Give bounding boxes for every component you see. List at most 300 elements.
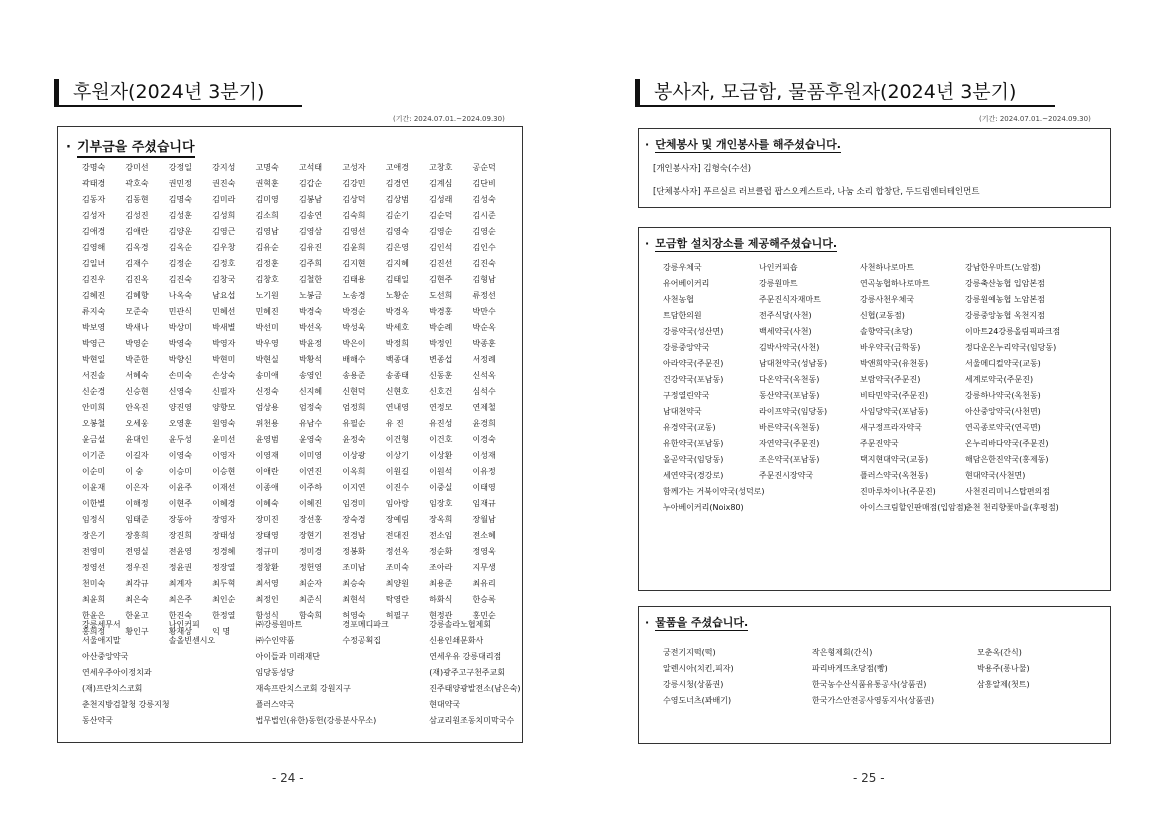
donation-box-location: 강릉하나약국(옥천동) <box>965 391 1041 400</box>
donation-box-location: 동산약국(포남동) <box>759 391 820 400</box>
donor-name: 도선희 <box>429 291 453 300</box>
donation-box-location: 비타민약국(주문진) <box>860 391 929 400</box>
donor-name: 김진우 <box>82 275 106 284</box>
donor-name: 신석옥 <box>472 371 496 380</box>
bullet: · <box>645 616 650 629</box>
donor-name: 임아랑 <box>385 499 409 508</box>
goods-grid <box>663 645 1103 709</box>
donor-name: 김정순 <box>168 259 192 268</box>
individual-volunteers: [개인봉사자] 김형숙(수선) <box>653 164 752 174</box>
donor-name: 엄상용 <box>255 403 279 412</box>
donation-box-location: 전주식당(사천) <box>759 311 812 320</box>
donation-box-location: 건강약국(포남동) <box>663 375 724 384</box>
donor-name: 이진수 <box>385 483 409 492</box>
donor-name: 박은이 <box>342 339 366 348</box>
donor-name: 장태성 <box>212 531 236 540</box>
goods-donor: 한국가스안전공사영동지사(상품권) <box>812 696 935 705</box>
donation-box-location <box>759 484 860 500</box>
donor-name: 김현주 <box>429 275 453 284</box>
donor-name: 정창환 <box>255 563 279 572</box>
donor-name: 백종대 <box>385 355 409 364</box>
donation-box-grid <box>663 260 1103 516</box>
donor-name: 정미경 <box>298 547 323 556</box>
donor-name: 최준식 <box>298 595 323 604</box>
donor-org: 서울애지말 <box>82 636 121 645</box>
donor-name: 전윤영 <box>168 547 192 556</box>
goods-donor: 수영도너츠(꽈배기) <box>663 696 732 705</box>
donor-name: 김경연 <box>385 179 409 188</box>
donor-name: 안미희 <box>82 403 106 412</box>
donor-org <box>169 713 256 729</box>
donor-name: 최양원 <box>385 579 409 588</box>
donation-box-location: 강릉원예농협 노암본점 <box>965 295 1045 304</box>
goods-box <box>638 606 1111 744</box>
donation-box-location: 백세약국(사천) <box>759 327 812 336</box>
donor-name: 장태영 <box>255 531 279 540</box>
donor-name: 김은영 <box>385 243 409 252</box>
donor-name: 박세호 <box>385 323 409 332</box>
donor-name: 최각규 <box>125 579 149 588</box>
donor-name: 이성재 <box>472 451 496 460</box>
donor-name: 김인석 <box>429 243 453 252</box>
donation-box-locations <box>638 227 1111 591</box>
donor-name: 박상미 <box>168 323 192 332</box>
donation-box-location: 이마트24강릉올림픽파크점 <box>965 327 1061 336</box>
donor-names-grid <box>82 160 516 640</box>
donor-name: 김단비 <box>472 179 496 188</box>
donor-org <box>169 649 256 665</box>
donor-name: 함숙희 <box>298 611 323 620</box>
donor-name: 오봉철 <box>82 419 106 428</box>
donation-box-location: 올곧약국(임당동) <box>663 455 724 464</box>
donor-name: 허필구 <box>385 611 409 620</box>
donor-name: 이길자 <box>125 451 149 460</box>
donor-org: 임당동성당 <box>255 668 295 677</box>
donor-org: (재)광주고구천주교회 <box>429 668 505 677</box>
donation-box-location: 남대천약국(성남동) <box>759 359 828 368</box>
donor-name: 김창호 <box>255 275 279 284</box>
donor-name: 이영자 <box>212 451 236 460</box>
donor-name: 박순례 <box>429 323 453 332</box>
donor-name: 한정열 <box>212 611 236 620</box>
donor-name: 이혜진 <box>298 499 323 508</box>
donor-name: 나옥숙 <box>168 291 192 300</box>
donor-name: 신정숙 <box>255 387 279 396</box>
donor-name: 김일녀 <box>82 259 106 268</box>
donation-box-location: 사천농협 <box>663 295 694 304</box>
donor-name: 박준한 <box>125 355 149 364</box>
donor-name: 원영숙 <box>212 419 236 428</box>
donor-name: 김태용 <box>342 275 366 284</box>
donor-org: 플러스약국 <box>255 700 295 709</box>
goods-donor: 궁전기지떡(떡) <box>663 648 716 657</box>
donor-name: 최두혁 <box>212 579 236 588</box>
donor-name: 한윤고 <box>125 611 149 620</box>
donor-name: 천미숙 <box>82 579 106 588</box>
donor-name: 정장열 <box>212 563 236 572</box>
donor-name: 곽태경 <box>82 179 106 188</box>
donation-box-location: 바른약국(옥천동) <box>759 423 820 432</box>
donor-name: 김순기 <box>385 211 409 220</box>
donation-box-location: 아산중앙약국(사천면) <box>965 407 1041 416</box>
donor-name: 김형남 <box>472 275 496 284</box>
left-period: (기간: 2024.07.01.~2024.09.30) <box>393 115 505 123</box>
donor-name: 오영훈 <box>168 419 192 428</box>
donor-name: 위천용 <box>255 419 279 428</box>
right-period: (기간: 2024.07.01.~2024.09.30) <box>979 115 1091 123</box>
donor-name: 고창호 <box>429 163 453 172</box>
donor-name: 박영자 <box>212 339 236 348</box>
donation-box-location: 바우약국(금학동) <box>860 343 921 352</box>
donor-name: 정규미 <box>255 547 279 556</box>
donor-org: 연세우주아이정치과 <box>82 668 152 677</box>
donor-org: 신용인쇄문화사 <box>429 636 484 645</box>
donor-name: 김영숙 <box>385 227 409 236</box>
donor-name: 이한별 <box>82 499 106 508</box>
right-heading: 봉사자, 모금함, 물품후원자(2024년 3분기) <box>635 79 1055 107</box>
donor-name: 이혜경 <box>212 499 236 508</box>
donor-name: 민혜진 <box>255 307 279 316</box>
donor-name: 박순옥 <box>472 323 496 332</box>
donor-name: 정영선 <box>82 563 106 572</box>
donor-name: 연제철 <box>472 403 496 412</box>
goods-donor: 알렌시아(치킨,피자) <box>663 664 734 673</box>
donation-box-location: 자연약국(주문진) <box>759 439 820 448</box>
donor-name: 김옥경 <box>125 243 149 252</box>
donor-name: 김주희 <box>298 259 323 268</box>
donor-name: 박황석 <box>298 355 323 364</box>
donor-name: 강미선 <box>125 163 149 172</box>
donor-name: 이미영 <box>298 451 323 460</box>
donation-box-location: 아라약국(주문진) <box>663 359 724 368</box>
donor-name: 김철한 <box>298 275 323 284</box>
donation-box-location <box>759 500 860 516</box>
donor-org: 연세우유 강릉대리점 <box>429 652 502 661</box>
donor-name: 이승미 <box>168 467 192 476</box>
donor-name: 엄정숙 <box>298 403 323 412</box>
donor-name: 강지성 <box>212 163 236 172</box>
donor-name: 정헌영 <box>298 563 323 572</box>
donor-name: 김계심 <box>429 179 453 188</box>
donor-name: 임경미 <box>342 499 366 508</box>
donor-name: 최승숙 <box>342 579 366 588</box>
donor-org: (재)프란치스코회 <box>82 684 143 693</box>
donor-name: 박경홍 <box>429 307 453 316</box>
goods-donor: 작은형제회(간식) <box>812 648 873 657</box>
donation-box-location: 다온약국(옥천동) <box>759 375 820 384</box>
donation-box-location: 유어베이커리 <box>663 279 710 288</box>
donor-name: 장예림 <box>385 515 409 524</box>
donor-name: 김윤희 <box>342 243 366 252</box>
donor-name: 신현덕 <box>342 387 366 396</box>
donor-name: 손상숙 <box>212 371 236 380</box>
donor-name: 김성래 <box>429 195 453 204</box>
donor-name: 신순경 <box>82 387 106 396</box>
donor-name: 박경순 <box>342 307 366 316</box>
donor-name: 정선옥 <box>385 547 409 556</box>
donor-name: 홍희정 <box>82 627 106 636</box>
donor-name: 신승현 <box>125 387 149 396</box>
donor-name: 김영순 <box>429 227 453 236</box>
donation-box-location: 사임당약국(포남동) <box>860 407 929 416</box>
donor-org: 강릉세무서 <box>82 620 121 629</box>
donor-name: 서진솔 <box>82 371 106 380</box>
donor-name: 김성진 <box>125 211 149 220</box>
donor-org <box>169 697 256 713</box>
donor-org: 법무법인(유한)동헌(강릉분사무소) <box>255 716 377 725</box>
donor-name: 김지현 <box>342 259 366 268</box>
donor-org: 재속프란치스코회 강원지구 <box>255 684 351 693</box>
donor-name: 이영숙 <box>168 451 192 460</box>
donation-box-location: 솔향약국(초당) <box>860 327 913 336</box>
donor-org: 동산약국 <box>82 716 113 725</box>
donor-name: 김미라 <box>212 195 236 204</box>
donor-name: 박만수 <box>472 307 496 316</box>
donor-name: 윤두성 <box>168 435 192 444</box>
donor-name: 이원석 <box>429 467 453 476</box>
donor-name: 이윤재 <box>82 483 106 492</box>
donor-name: 연내영 <box>385 403 409 412</box>
donation-box-location: 강릉중앙약국 <box>663 343 710 352</box>
donor-name: 김상범 <box>385 195 409 204</box>
donation-box-title <box>645 235 837 251</box>
donor-name: 신필자 <box>212 387 236 396</box>
donation-box-location: 조은약국(포남동) <box>759 455 820 464</box>
donor-name: 신동훈 <box>429 371 453 380</box>
donor-org: 아이들과 미래재단 <box>255 652 320 661</box>
donor-name: 송미애 <box>255 371 279 380</box>
donor-name: 윤영숙 <box>298 435 323 444</box>
goods-donor <box>977 693 1103 709</box>
donor-name: 정윤권 <box>168 563 192 572</box>
donor-name: 윤영범 <box>255 435 279 444</box>
donation-box-location: 연곡농협하나로마트 <box>860 279 930 288</box>
bullet: · <box>645 237 650 250</box>
donor-name: 박새별 <box>212 323 236 332</box>
donor-name: 이 숭 <box>125 467 144 476</box>
donor-name: 김영삼 <box>298 227 323 236</box>
donor-name: 강명숙 <box>82 163 106 172</box>
donor-name: 김성자 <box>82 211 106 220</box>
donor-name: 노황순 <box>385 291 409 300</box>
donor-name: 박현실 <box>255 355 279 364</box>
donation-box-location: 진마루차이나(주문진) <box>860 487 936 496</box>
donor-name: 연정모 <box>429 403 453 412</box>
donor-name: 이애란 <box>255 467 279 476</box>
donor-orgs-grid <box>82 617 521 729</box>
donor-name: 이순미 <box>82 467 106 476</box>
donor-name: 전영실 <box>125 547 149 556</box>
donation-box-location: 김박사약국(사천) <box>759 343 820 352</box>
donor-name: 박우영 <box>255 339 279 348</box>
donor-name: 조미숙 <box>385 563 409 572</box>
donor-name: 이상광 <box>342 451 366 460</box>
donor-name: 김유순 <box>255 243 279 252</box>
donation-box-location: 사천하나로마트 <box>860 263 915 272</box>
donation-box-location: 온누리바다약국(주문진) <box>965 439 1049 448</box>
donor-name: 남요섭 <box>212 291 236 300</box>
donor-name: 김양운 <box>168 227 192 236</box>
donors-title <box>66 136 195 155</box>
donor-name: 안옥진 <box>125 403 149 412</box>
donor-name: 서정례 <box>472 355 496 364</box>
donor-name: 임태준 <box>125 515 149 524</box>
donor-name: 김영선 <box>342 227 366 236</box>
donor-name: 류지숙 <box>82 307 106 316</box>
donation-box-location: 세계로약국(주문진) <box>965 375 1034 384</box>
left-heading: 후원자(2024년 3분기) <box>54 79 302 107</box>
donation-box-location: 구정열린약국 <box>663 391 710 400</box>
donor-name: 박영숙 <box>168 339 192 348</box>
donation-box-location: 정다운온누리약국(임당동) <box>965 343 1057 352</box>
donor-name: 최용준 <box>429 579 453 588</box>
donor-name: 임정식 <box>82 515 106 524</box>
right-page-number: - 25 - <box>853 771 885 785</box>
donor-org <box>342 681 429 697</box>
donor-name: 유진성 <box>429 419 453 428</box>
donor-name: 탁영란 <box>385 595 409 604</box>
donor-name: 이주하 <box>298 483 323 492</box>
donor-name: 박보영 <box>82 323 106 332</box>
donation-box-location: 택지현대약국(교동) <box>860 455 929 464</box>
donor-name: 유남수 <box>298 419 323 428</box>
donor-name: 양진영 <box>168 403 192 412</box>
donor-name: 노기원 <box>255 291 279 300</box>
donor-name: 김봉남 <box>298 195 323 204</box>
donor-name: 김옥순 <box>168 243 192 252</box>
donor-org <box>342 713 429 729</box>
donor-name: 김정훈 <box>255 259 279 268</box>
donation-box-location: 플러스약국(옥천동) <box>860 471 929 480</box>
donor-name: 김영해 <box>82 243 106 252</box>
donor-name: 박현일 <box>82 355 106 364</box>
donor-org <box>169 665 256 681</box>
donor-name: 김애경 <box>82 227 106 236</box>
donor-name: 전소임 <box>429 531 453 540</box>
goods-donor: 박용주(롱나물) <box>977 664 1030 673</box>
donors-title-text: 기부금을 주셨습니다 <box>77 140 195 158</box>
donor-name: 서혜숙 <box>125 371 149 380</box>
donor-name: 최은주 <box>168 595 192 604</box>
donation-box-location: 서울메디컬약국(교동) <box>965 359 1041 368</box>
donor-name: 익 명 <box>212 627 231 636</box>
donor-name: 윤금설 <box>82 435 106 444</box>
donor-name: 박성욱 <box>342 323 366 332</box>
donor-name: 하화식 <box>429 595 453 604</box>
donor-name: 김영남 <box>255 227 279 236</box>
donor-name: 윤경희 <box>472 419 496 428</box>
donor-name: 강정일 <box>168 163 192 172</box>
donation-box-location: 박앤희약국(유천동) <box>860 359 929 368</box>
donor-name: 김명숙 <box>168 195 192 204</box>
donation-box-location: 춘천 천리향꽃마을(후평점) <box>965 503 1059 512</box>
donor-name: 박영근 <box>82 339 106 348</box>
volunteer-title <box>645 136 841 152</box>
donor-org: 삼교리원조동치미막국수 <box>429 716 515 725</box>
donor-org <box>342 649 429 665</box>
donor-org <box>342 697 429 713</box>
donor-name: 황재상 <box>168 627 192 636</box>
donor-name: 최은숙 <box>125 595 149 604</box>
donor-name: 지무생 <box>472 563 496 572</box>
donor-name: 전경남 <box>342 531 366 540</box>
donor-org: 수정공획집 <box>342 636 382 645</box>
donor-name: 박정인 <box>429 339 453 348</box>
donor-name: 신영숙 <box>168 387 192 396</box>
donor-org: ㈜강릉원마트 <box>255 620 303 629</box>
donor-name: 최윤희 <box>82 595 106 604</box>
donor-name: 신지혜 <box>298 387 323 396</box>
donor-name: 최순자 <box>298 579 323 588</box>
donor-name: 장영자 <box>212 515 236 524</box>
donor-name: 김인수 <box>472 243 496 252</box>
donor-name: 장흥희 <box>125 531 149 540</box>
donation-box-location: 강남한우마트(노암점) <box>965 263 1041 272</box>
donor-name: 정영욱 <box>472 547 496 556</box>
donor-name: 김순덕 <box>429 211 453 220</box>
donor-name: 노송경 <box>342 291 366 300</box>
donor-name: 민혜선 <box>212 307 236 316</box>
donor-name: 박선옥 <box>298 323 323 332</box>
donor-name: 전소혜 <box>472 531 496 540</box>
donor-name: 박선미 <box>255 323 279 332</box>
donor-name: 김진선 <box>429 259 453 268</box>
donor-name: 김송연 <box>298 211 323 220</box>
donor-name: 최인순 <box>212 595 236 604</box>
donor-name: 김성훈 <box>168 211 192 220</box>
donor-name: 유필순 <box>342 419 366 428</box>
donor-name: 박정희 <box>385 339 409 348</box>
donation-box-location: 보람약국(주문진) <box>860 375 921 384</box>
donor-org <box>169 681 256 697</box>
donor-name: 고애경 <box>385 163 409 172</box>
donor-name: 오세웅 <box>125 419 149 428</box>
donor-name: 김상덕 <box>342 195 366 204</box>
donor-name: 정봉화 <box>342 547 366 556</box>
donor-name: 이중실 <box>429 483 453 492</box>
donor-name: 모준숙 <box>125 307 149 316</box>
donation-box-location: 주문진약국 <box>860 439 899 448</box>
donor-org: 강릉솔라노협제회 <box>429 620 492 629</box>
donor-name: 김숙희 <box>342 211 366 220</box>
donor-name: 노봉금 <box>298 291 323 300</box>
goods-donor: 파리바게뜨초당점(빵) <box>812 664 888 673</box>
donation-box-location: 강릉사천우체국 <box>860 295 915 304</box>
donation-box-location: 강릉약국(성산면) <box>663 327 724 336</box>
donation-box-location: 누아베이커리(Noix80) <box>663 503 744 512</box>
donor-name: 이상기 <box>385 451 409 460</box>
donor-name: 최계자 <box>168 579 192 588</box>
donation-box-location: 주문진시장약국 <box>759 471 814 480</box>
donor-name: 박경옥 <box>385 307 409 316</box>
donor-name: 김창국 <box>212 275 236 284</box>
volunteer-title-text: 단체봉사 및 개인봉사를 해주셨습니다. <box>655 138 841 151</box>
donation-box-location: 유경약국(교동) <box>663 423 716 432</box>
donor-name: 김진옥 <box>125 275 149 284</box>
donor-name: 김성희 <box>212 211 236 220</box>
donor-name: 유 진 <box>385 419 404 428</box>
donor-name: 이경숙 <box>472 435 496 444</box>
donor-name: 박향신 <box>168 355 192 364</box>
donor-name: 김우창 <box>212 243 236 252</box>
donor-name: 최정인 <box>255 595 279 604</box>
donor-name: 고성자 <box>342 163 366 172</box>
donor-name: 박현미 <box>212 355 236 364</box>
donation-box-location: 연곡종로약국(연곡면) <box>965 423 1041 432</box>
donation-box-location: 주문진식자재마트 <box>759 295 821 304</box>
donor-name: 고명숙 <box>255 163 279 172</box>
donor-name: 이지연 <box>342 483 366 492</box>
